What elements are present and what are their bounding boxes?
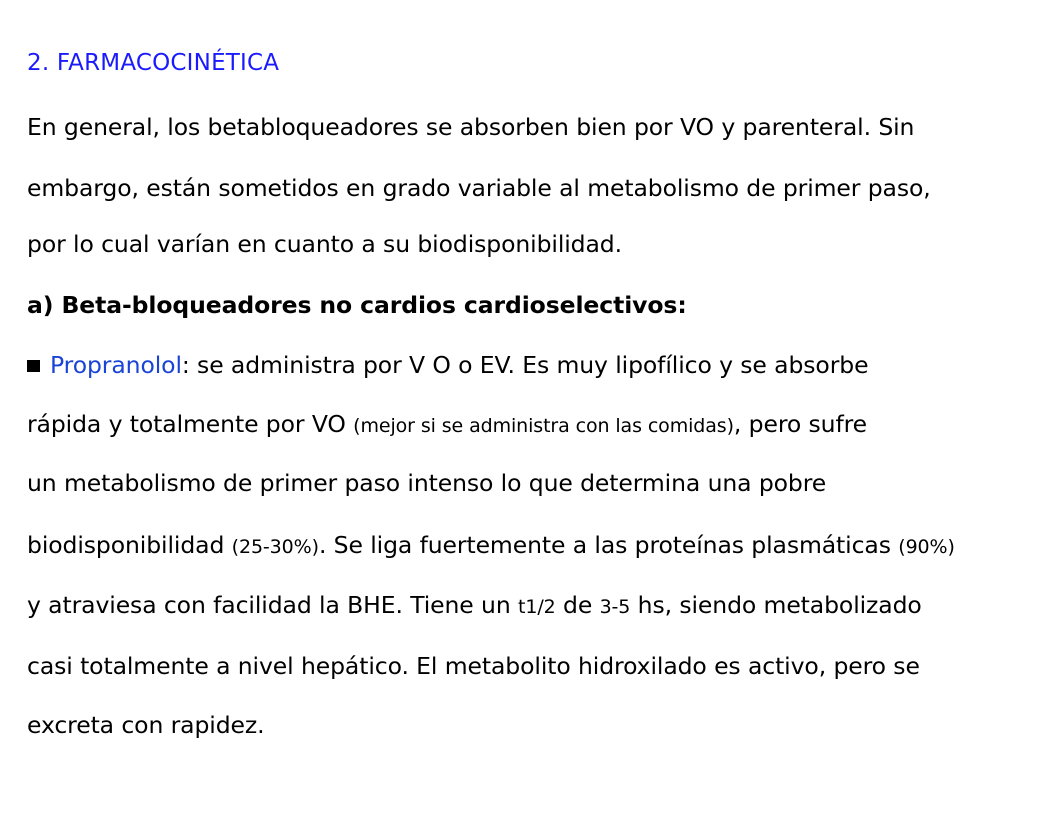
- line-5-text-c: hs, siendo metabolizado: [630, 591, 922, 619]
- subheading: a) Beta-bloqueadores no cardios cardioselectivos:: [27, 291, 687, 319]
- half-life-hours: 3-5: [599, 596, 631, 618]
- propranolol-line-1-text: : se administra por V O o EV. Es muy lipofílico y se absorbe: [181, 351, 869, 379]
- propranolol-line-5: [27, 590, 922, 622]
- line-5-text-b: de: [555, 591, 600, 619]
- line-2-parenthetical: (mejor si se administra con las comidas): [353, 415, 734, 437]
- propranolol-line-7: excreta con rapidez.: [27, 711, 265, 739]
- intro-line-1: En general, los betabloqueadores se absorben bien por VO y parenteral. Sin: [27, 113, 915, 141]
- line-4-text-a: biodisponibilidad: [27, 531, 232, 559]
- line-2-text-b: , pero sufre: [733, 410, 868, 438]
- line-5-text-a: y atraviesa con facilidad la BHE. Tiene un: [27, 591, 518, 619]
- drug-name: Propranolol: [50, 351, 182, 379]
- propranolol-line-6: casi totalmente a nivel hepático. El metabolito hidroxilado es activo, pero se: [27, 652, 920, 680]
- line-2-text-a: rápida y totalmente por VO: [27, 410, 354, 438]
- propranolol-line-1: [27, 350, 868, 380]
- bioavailability-percent: (25-30%): [231, 536, 319, 558]
- propranolol-line-2: [27, 409, 867, 441]
- intro-line-2: embargo, están sometidos en grado variable al metabolismo de primer paso,: [27, 174, 931, 202]
- protein-binding-percent: (90%): [898, 536, 955, 558]
- section-heading: 2. FARMACOCINÉTICA: [27, 50, 280, 76]
- line-4-text-b: . Se liga fuertemente a las proteínas plasmáticas: [318, 531, 899, 559]
- propranolol-line-3: un metabolismo de primer paso intenso lo que determina una pobre: [27, 469, 827, 497]
- bullet-square-icon: [27, 360, 40, 372]
- propranolol-line-4: [27, 530, 955, 562]
- half-life-symbol: t1/2: [518, 596, 556, 618]
- intro-line-3: por lo cual varían en cuanto a su biodisponibilidad.: [27, 230, 622, 258]
